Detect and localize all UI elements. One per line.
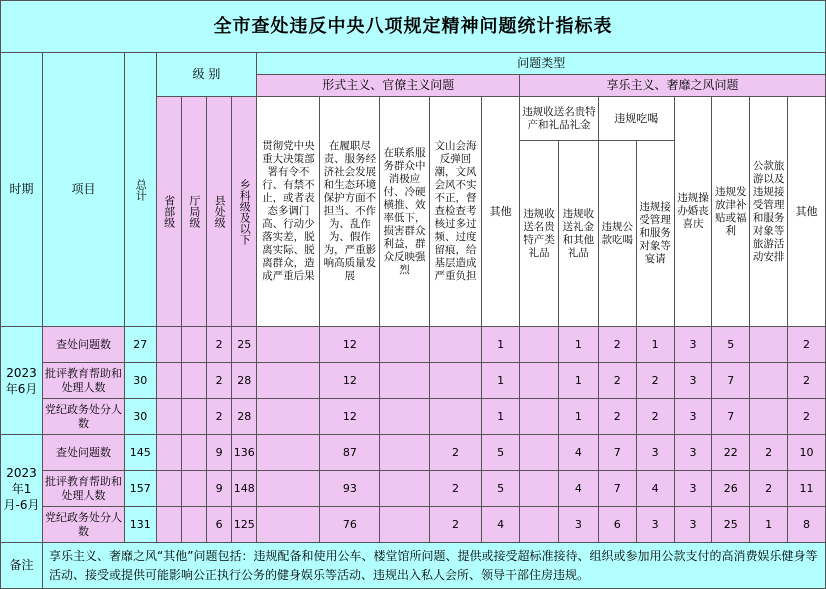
g2-value: 25 xyxy=(712,507,750,543)
gift-group-header: 违规收送名贵特产和礼品礼金 xyxy=(520,97,599,141)
dining-value: 7 xyxy=(598,435,636,471)
dining-value: 6 xyxy=(598,507,636,543)
row-total: 30 xyxy=(125,363,157,399)
gift-value xyxy=(520,363,559,399)
g2-value: 5 xyxy=(712,327,750,363)
g2-value: 7 xyxy=(712,363,750,399)
note-text: 享乐主义、奢靡之风“其他”问题包括：违规配备和使用公车、楼堂馆所问题、提供或接受超标准接待、组织或参加用公款支付的高消费娱乐健身等活动、接受或提供可能影响公正执行公务的健身娱乐等活动、违规出入私人会所、领导干部住房违规。 xyxy=(43,543,826,589)
g1-value xyxy=(429,399,482,435)
g1-value: 2 xyxy=(429,471,482,507)
dining-value: 3 xyxy=(636,507,674,543)
dining-value: 2 xyxy=(598,399,636,435)
g1-value xyxy=(257,471,320,507)
table-title: 全市查处违反中央八项规定精神问题统计指标表 xyxy=(1,1,826,53)
g1-value: 2 xyxy=(429,435,482,471)
row-item: 查处问题数 xyxy=(43,327,125,363)
level-col-2 xyxy=(181,97,206,327)
g1-value: 5 xyxy=(482,471,520,507)
g1-value xyxy=(380,399,429,435)
level-value: 2 xyxy=(206,363,231,399)
g1-value xyxy=(257,507,320,543)
g1-value: 1 xyxy=(482,327,520,363)
dining-value: 2 xyxy=(636,399,674,435)
level-label: 县处级 xyxy=(213,195,227,228)
g2-value: 1 xyxy=(750,507,788,543)
level-label: 乡科级及以下 xyxy=(238,178,252,245)
gift-value xyxy=(520,507,559,543)
level-label: 省部级 xyxy=(162,195,176,228)
row-item: 批评教育帮助和处理人数 xyxy=(43,471,125,507)
level-value xyxy=(156,507,181,543)
level-value: 28 xyxy=(232,399,257,435)
g1-col-1: 贯彻党中央重大决策部署有令不行、有禁不止，或者表态多调门高、行动少落实差，脱离实际、脱离群众，造成严重后果 xyxy=(257,97,320,327)
row-total: 145 xyxy=(125,435,157,471)
g1-value: 2 xyxy=(429,507,482,543)
dining-group-header: 违规吃喝 xyxy=(598,97,674,141)
period-header: 时期 xyxy=(1,53,43,327)
g1-col-5: 其他 xyxy=(482,97,520,327)
g1-value: 93 xyxy=(320,471,380,507)
dining-value: 2 xyxy=(598,327,636,363)
g1-col-3: 在联系服务群众中消极应付、冷硬横推、效率低下，损害群众利益，群众反映强烈 xyxy=(380,97,429,327)
level-value: 125 xyxy=(232,507,257,543)
g1-value: 12 xyxy=(320,399,380,435)
dining-col-2: 违规接受管理和服务对象等宴请 xyxy=(636,141,674,327)
g2-value xyxy=(750,363,788,399)
gift-value xyxy=(520,327,559,363)
g1-value: 1 xyxy=(482,399,520,435)
gift-col-2: 违规收送礼金和其他礼品 xyxy=(558,141,598,327)
g1-value: 4 xyxy=(482,507,520,543)
g2-value: 3 xyxy=(674,363,712,399)
level-value: 2 xyxy=(206,399,231,435)
g2-value: 10 xyxy=(788,435,826,471)
g2-value: 11 xyxy=(788,471,826,507)
g1-value xyxy=(429,363,482,399)
total-header xyxy=(125,53,157,327)
g1-value xyxy=(257,327,320,363)
g2-value: 2 xyxy=(788,363,826,399)
g1-value: 12 xyxy=(320,363,380,399)
item-header: 项目 xyxy=(43,53,125,327)
note-label: 备注 xyxy=(1,543,43,589)
g1-value: 12 xyxy=(320,327,380,363)
g2-value: 2 xyxy=(788,399,826,435)
level-value xyxy=(181,327,206,363)
gift-col-1: 违规收送名贵特产类礼品 xyxy=(520,141,559,327)
g1-value xyxy=(257,363,320,399)
level-col-3 xyxy=(206,97,231,327)
gift-value xyxy=(520,399,559,435)
g2-value: 7 xyxy=(712,399,750,435)
gift-value xyxy=(520,471,559,507)
level-value xyxy=(156,471,181,507)
g2-col-2: 违规发放津补贴或福利 xyxy=(712,97,750,327)
g2-value: 2 xyxy=(788,327,826,363)
level-value xyxy=(156,399,181,435)
g1-value: 76 xyxy=(320,507,380,543)
g1-value xyxy=(380,507,429,543)
level-header: 级 别 xyxy=(156,53,257,97)
g2-col-1: 违规操办婚丧喜庆 xyxy=(674,97,712,327)
total-header-label: 总计 xyxy=(134,178,148,201)
g2-value: 3 xyxy=(674,327,712,363)
gift-value: 1 xyxy=(558,399,598,435)
level-value: 28 xyxy=(232,363,257,399)
g1-value xyxy=(257,399,320,435)
g1-value xyxy=(257,435,320,471)
g2-value: 22 xyxy=(712,435,750,471)
level-value: 148 xyxy=(232,471,257,507)
dining-value: 3 xyxy=(636,435,674,471)
level-value: 9 xyxy=(206,435,231,471)
g1-value xyxy=(380,435,429,471)
level-value xyxy=(181,363,206,399)
g1-value: 87 xyxy=(320,435,380,471)
level-value xyxy=(181,507,206,543)
level-value xyxy=(181,399,206,435)
g2-value: 8 xyxy=(788,507,826,543)
period-cell: 2023年6月 xyxy=(1,327,43,435)
level-value: 6 xyxy=(206,507,231,543)
level-value xyxy=(156,327,181,363)
row-item: 批评教育帮助和处理人数 xyxy=(43,363,125,399)
g2-value: 3 xyxy=(674,435,712,471)
dining-value: 2 xyxy=(598,363,636,399)
period-cell: 2023年1月-6月 xyxy=(1,435,43,543)
g2-value xyxy=(750,327,788,363)
row-total: 157 xyxy=(125,471,157,507)
dining-value: 4 xyxy=(636,471,674,507)
dining-value: 1 xyxy=(636,327,674,363)
level-label: 厅局级 xyxy=(187,195,201,228)
g2-value: 2 xyxy=(750,435,788,471)
level-value: 25 xyxy=(232,327,257,363)
g2-col-4: 其他 xyxy=(788,97,826,327)
level-col-1 xyxy=(156,97,181,327)
row-item: 党纪政务处分人数 xyxy=(43,507,125,543)
row-item: 查处问题数 xyxy=(43,435,125,471)
gift-value: 4 xyxy=(558,435,598,471)
g1-value xyxy=(380,363,429,399)
g2-value: 3 xyxy=(674,471,712,507)
level-value: 136 xyxy=(232,435,257,471)
gift-value xyxy=(520,435,559,471)
level-value xyxy=(181,435,206,471)
gift-value: 3 xyxy=(558,507,598,543)
level-value xyxy=(181,471,206,507)
row-total: 27 xyxy=(125,327,157,363)
level-value: 9 xyxy=(206,471,231,507)
row-total: 131 xyxy=(125,507,157,543)
g1-value xyxy=(380,471,429,507)
group2-header: 享乐主义、奢靡之风问题 xyxy=(520,75,826,97)
dining-value: 2 xyxy=(636,363,674,399)
level-col-4 xyxy=(232,97,257,327)
row-item: 党纪政务处分人数 xyxy=(43,399,125,435)
dining-value: 7 xyxy=(598,471,636,507)
g2-value: 2 xyxy=(750,471,788,507)
gift-value: 1 xyxy=(558,327,598,363)
g1-value xyxy=(380,327,429,363)
g1-value: 1 xyxy=(482,363,520,399)
group1-header: 形式主义、官僚主义问题 xyxy=(257,75,520,97)
level-value xyxy=(156,435,181,471)
gift-value: 4 xyxy=(558,471,598,507)
dining-col-1: 违规公款吃喝 xyxy=(598,141,636,327)
g1-col-2: 在履职尽责、服务经济社会发展和生态环境保护方面不担当、不作为、乱作为、假作为，严重影响高质量发展 xyxy=(320,97,380,327)
g2-value: 26 xyxy=(712,471,750,507)
row-total: 30 xyxy=(125,399,157,435)
g2-value: 3 xyxy=(674,399,712,435)
g2-value: 3 xyxy=(674,507,712,543)
problem-type-header: 问题类型 xyxy=(257,53,826,75)
level-value xyxy=(156,363,181,399)
level-value: 2 xyxy=(206,327,231,363)
g1-value: 5 xyxy=(482,435,520,471)
g2-col-3: 公款旅游以及违规接受管理和服务对象等旅游活动安排 xyxy=(750,97,788,327)
g2-value xyxy=(750,399,788,435)
g1-col-4: 文山会海反弹回潮，文风会风不实不正，督查检查考核过多过频、过度留痕，给基层造成严重负担 xyxy=(429,97,482,327)
gift-value: 1 xyxy=(558,363,598,399)
g1-value xyxy=(429,327,482,363)
